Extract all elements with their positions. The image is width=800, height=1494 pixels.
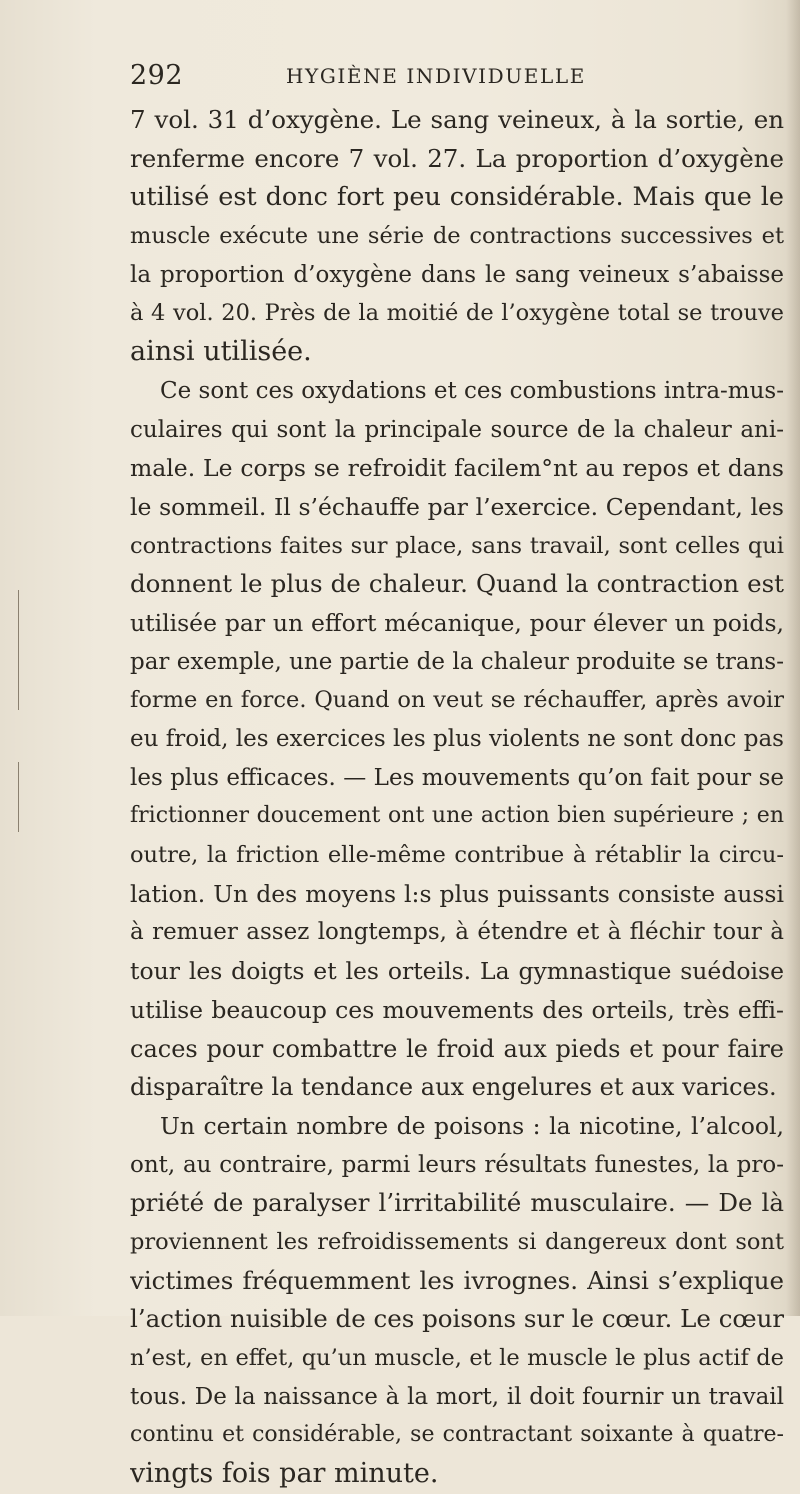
text-line: l’action nuisible de ces poisons sur le cœur. Le cœur [130,1304,784,1334]
page-edge-shadow [786,0,800,1316]
text-line: utilisé est donc fort peu considérable. Mais que le [130,182,784,213]
text-line: tour les doigts et les orteils. La gymnastique suédoise [130,957,784,986]
text-line: culaires qui sont la principale source de la chaleur ani- [130,416,784,443]
text-line: n’est, en effet, qu’un muscle, et le muscle le plus actif de [130,1345,784,1371]
text-line: frictionner doucement ont une action bien supérieure ; en [130,803,784,829]
text-line: tous. De la naissance à la mort, il doit fournir un travail [130,1383,784,1410]
text-line: lation. Un des moyens l:s plus puissants consiste aussi [130,879,784,908]
margin-mark [18,590,19,710]
margin-mark [18,762,19,832]
text-line: ainsi utilisée. [130,336,312,368]
text-line: priété de paralyser l’irritabilité musculaire. — De là [130,1188,784,1218]
text-line: continu et considérable, se contractant soixante à quatre- [130,1422,784,1448]
text-line: utilise beaucoup ces mouvements des orteils, très effi- [130,995,784,1024]
page-header [130,60,670,100]
text-line: la proportion d’oxygène dans le sang veineux s’abaisse [130,261,784,288]
text-line: caces pour combattre le froid aux pieds et pour faire [130,1034,784,1063]
text-line: les plus efficaces. — Les mouvements qu’on fait pour se [130,764,784,791]
text-line: Un certain nombre de poisons : la nicotine, l’alcool, [160,1111,784,1140]
body-text [130,101,784,1494]
text-line: muscle exécute une série de contractions successives et [130,223,784,250]
text-line: à 4 vol. 20. Près de la moitié de l’oxygène total se trouve [130,300,784,327]
running-title: HYGIÈNE INDIVIDUELLE [286,64,586,88]
text-line: ont, au contraire, parmi leurs résultats funestes, la pro- [130,1151,784,1178]
text-line: outre, la friction elle-même contribue à rétablir la circu- [130,842,784,869]
text-line: contractions faites sur place, sans travail, sont celles qui [130,532,784,559]
text-line: male. Le corps se refroidit facilem°nt au repos et dans [130,454,784,483]
text-line: utilisée par un effort mécanique, pour élever un poids, [130,608,784,637]
text-line: disparaître la tendance aux engelures et aux varices. [130,1073,777,1102]
text-line: proviennent les refroidissements si dangereux dont sont [130,1228,784,1255]
page-number: 292 [130,60,184,91]
text-line: victimes fréquemment les ivrognes. Ainsi s’explique [130,1265,784,1295]
text-line: forme en force. Quand on veut se réchauffer, après avoir [130,687,784,714]
text-line: le sommeil. Il s’échauffe par l’exercice. Cependant, les [130,492,784,521]
text-line: à remuer assez longtemps, à étendre et à fléchir tour à [130,919,784,946]
text-line: vingts fois par minute. [130,1458,439,1490]
text-line: eu froid, les exercices les plus violents ne sont donc pas [130,726,784,752]
text-line: par exemple, une partie de la chaleur produite se trans- [130,648,784,675]
text-line: 7 vol. 31 d’oxygène. Le sang veineux, à la sortie, en [130,105,784,134]
text-line: donnent le plus de chaleur. Quand la contraction est [130,569,784,599]
text-line: Ce sont ces oxydations et ces combustions intra-mus- [160,377,784,404]
text-line: renferme encore 7 vol. 27. La proportion d’oxygène [130,143,784,173]
